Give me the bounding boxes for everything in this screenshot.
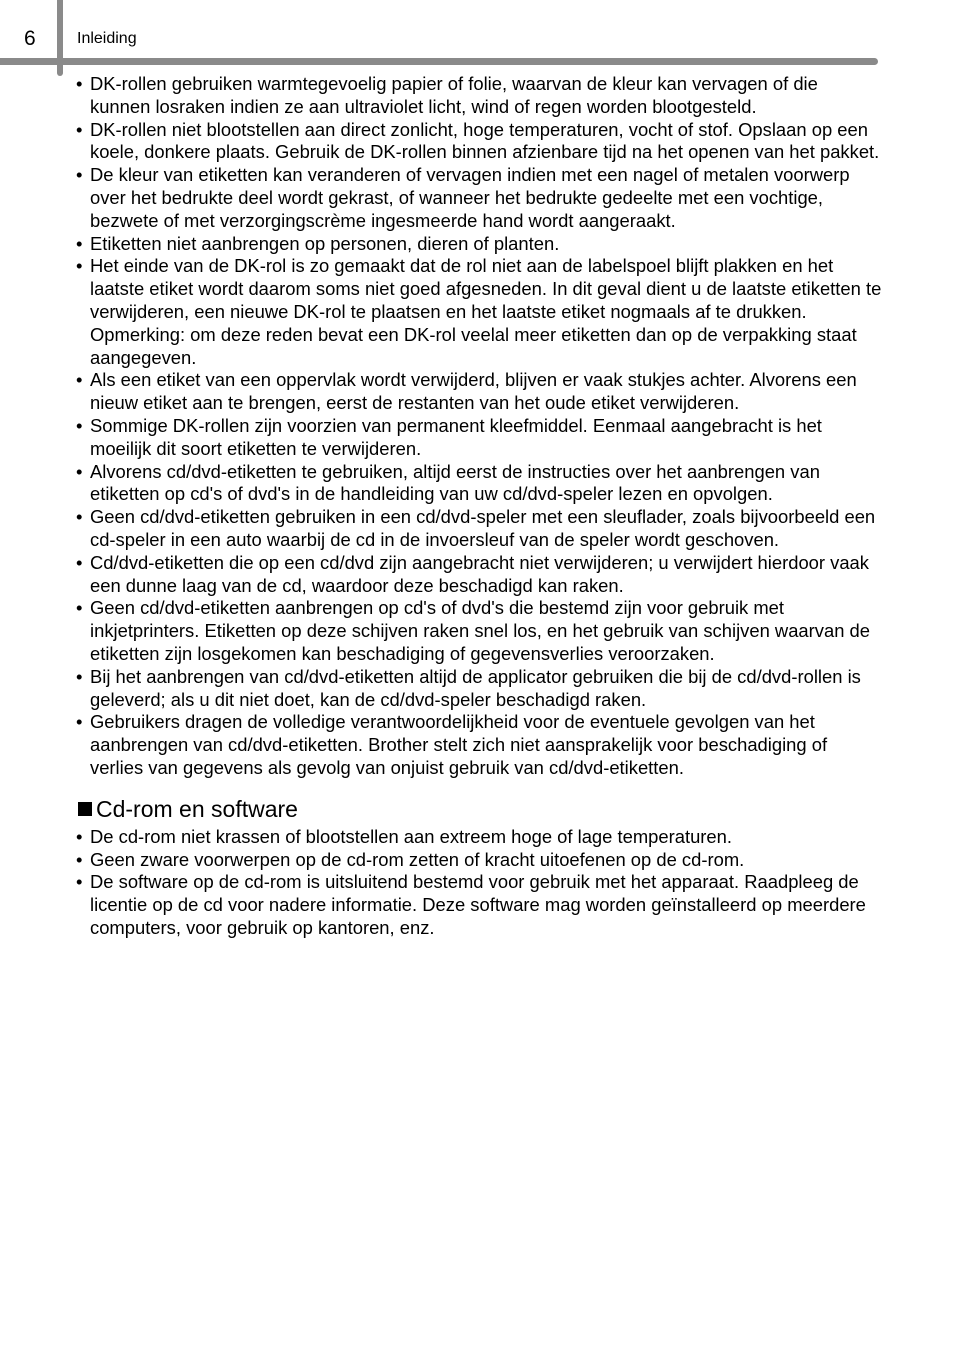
cd-rom-list [74, 826, 882, 940]
list-item: • Als een etiket van een oppervlak wordt verwijderd, blijven er vaak stukjes achter. Alvorens een nieuw etiket aan te brengen, eerst de restanten van het oude etiket verwijderen. [74, 369, 882, 415]
precautions-list [74, 73, 882, 780]
square-bullet-icon [78, 802, 92, 816]
list-item: • DK-rollen gebruiken warmtegevoelig papier of folie, waarvan de kleur kan vervagen of die kunnen losraken indien ze aan ultraviolet licht, wind of regen worden blootgesteld. [74, 73, 882, 119]
list-item: • De software op de cd-rom is uitsluitend bestemd voor gebruik met het apparaat. Raadpleeg de licentie op de cd voor nadere informatie. Deze software mag worden geïnstalleerd op meerdere computers, voor gebruik op kantoren, enz. [74, 871, 882, 939]
note-text: Opmerking: om deze reden bevat een DK-rol veelal meer etiketten dan op de verpakking staat aangegeven. [90, 323, 857, 368]
header-section-title: Inleiding [77, 30, 137, 47]
list-item: • Sommige DK-rollen zijn voorzien van permanent kleefmiddel. Eenmaal aangebracht is het moeilijk dit soort etiketten te verwijderen. [74, 415, 882, 461]
list-item: • DK-rollen niet blootstellen aan direct zonlicht, hoge temperaturen, vocht of stof. Opslaan op een koele, donkere plaats. Gebruik de DK-rollen binnen afzienbare tijd na het openen van het pakket. [74, 119, 882, 165]
list-item: • Geen zware voorwerpen op de cd-rom zetten of kracht uitoefenen op de cd-rom. [74, 849, 882, 872]
list-item: • Geen cd/dvd-etiketten gebruiken in een cd/dvd-speler met een sleuflader, zoals bijvoorbeeld een cd-speler in een auto waarbij de cd in de invoersleuf van de speler wordt geschoven. [74, 506, 882, 552]
section-heading-text: Cd-rom en software [96, 795, 298, 822]
list-item: • Gebruikers dragen de volledige verantwoordelijkheid voor de eventuele gevolgen van het aanbrengen van cd/dvd-etiketten. Brother stelt zich niet aansprakelijk voor beschadiging of verlies van gegevens als gevolg van onjuist gebruik van cd/dvd-etiketten. [74, 711, 882, 779]
list-item: • Geen cd/dvd-etiketten aanbrengen op cd's of dvd's die bestemd zijn voor gebruik met inkjetprinters. Etiketten op deze schijven raken snel los, en het gebruik van schijven waarvan de etiketten zijn losgekomen kan beschadiging of gegevensverlies veroorzaken. [74, 597, 882, 665]
header-horizontal-rule [0, 58, 878, 65]
list-item: • Alvorens cd/dvd-etiketten te gebruiken, altijd eerst de instructies over het aanbrengen van etiketten op cd's of dvd's in de handleiding van uw cd/dvd-speler lezen en opvolgen. [74, 461, 882, 507]
section-heading [74, 795, 882, 823]
list-item: • Bij het aanbrengen van cd/dvd-etiketten altijd de applicator gebruiken die bij de cd/dvd-rollen is geleverd; als u dit niet doet, kan de cd/dvd-speler beschadigd raken. [74, 666, 882, 712]
list-item: • Cd/dvd-etiketten die op een cd/dvd zijn aangebracht niet verwijderen; u verwijdert hierdoor vaak een dunne laag van de cd, waardoor deze beschadigd kan raken. [74, 552, 882, 598]
list-item [74, 255, 882, 369]
list-item-text: Het einde van de DK-rol is zo gemaakt dat de rol niet aan de labelspoel blijft plakken en het laatste etiket wordt daarom soms niet goed afgesneden. In dit geval dient u de laatste etiketten te verwijderen, een nieuwe DK-rol te plaatsen en het laatste etiket nogmaals af te drukken. [90, 255, 882, 322]
list-item: • De cd-rom niet krassen of blootstellen aan extreem hoge of lage temperaturen. [74, 826, 882, 849]
page-number: 6 [24, 27, 36, 50]
page-content [74, 73, 882, 940]
list-item: • De kleur van etiketten kan veranderen of vervagen indien met een nagel of metalen voorwerp over het bedrukte deel wordt gekrast, of wanneer het bedrukte gedeelte met een vochtige, bezwete of met verzorgingscrème ingesmeerde hand wordt aangeraakt. [74, 164, 882, 232]
list-item: • Etiketten niet aanbrengen op personen, dieren of planten. [74, 233, 882, 256]
